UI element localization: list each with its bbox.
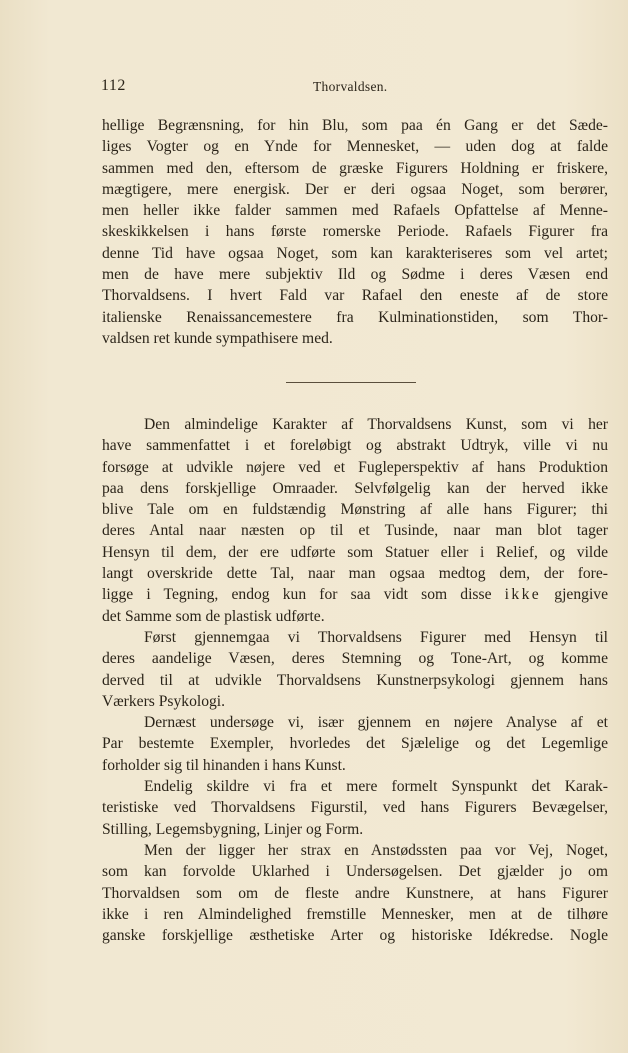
text-line: denne Tid have ogsaa Noget, som kan karakteriseres som vel artet; [102, 244, 608, 262]
section-body [102, 414, 608, 946]
text-line: Dernæst undersøge vi, især gjennem en nøjere Analyse af et [144, 714, 608, 732]
text-line: Thorvaldsen som om de fleste andre Kunstnere, at hans Figurer [102, 884, 608, 902]
text-line: langt overskride dette Tal, naar man ogsaa medtog dem, der fore- [102, 565, 608, 583]
text-line-with-spaced-word [102, 584, 608, 605]
text-line: Værkers Psykologi. [102, 692, 226, 710]
text-line: ikke i ren Almindelighed fremstille Mennesker, men at de tilhøre [102, 905, 608, 923]
text-line: ganske forskjellige æsthetiske Arter og historiske Idékredse. Nogle [102, 927, 608, 945]
page-number: 112 [101, 77, 126, 94]
text-line: men heller ikke falder sammen med Rafaels Opfattelse af Menne- [102, 202, 608, 220]
text-line: mægtigere, mere energisk. Der er deri ogsaa Noget, som berører, [102, 180, 608, 198]
text-line: det Samme som de plastisk udførte. [102, 607, 325, 625]
text-line: deres aandelige Væsen, deres Stemning og Tone-Art, og komme [102, 650, 608, 668]
text-line: Den almindelige Karakter af Thorvaldsens Kunst, som vi her [144, 416, 608, 433]
section-divider [286, 382, 416, 383]
text-line: Hensyn til dem, der ere udførte som Statuer eller i Relief, og vilde [102, 543, 608, 561]
text-line: forholder sig til hinanden i hans Kunst. [102, 756, 346, 774]
text-line: sammen med den, eftersom de græske Figurers Holdning er friskere, [102, 159, 608, 177]
text-line: derved til at udvikle Thorvaldsens Kunstnerpsykologi gjennem hans [102, 671, 608, 689]
text-line: Men der ligger her strax en Anstødssten paa vor Vej, Noget, [144, 841, 608, 859]
running-title: Thorvaldsen. [313, 79, 388, 94]
text-line: men de have mere subjektiv Ild og Sødme i deres Væsen end [102, 266, 608, 284]
text-line: Thorvaldsens. I hvert Fald var Rafael den eneste af de store [102, 287, 608, 305]
text-line: skeskikkelsen i hans første romerske Periode. Rafaels Figurer fra [102, 223, 608, 241]
text-line: have sammenfattet i et foreløbigt og abstrakt Udtryk, ville vi nu [102, 437, 608, 455]
text-line: liges Vogter og en Ynde for Mennesket, — uden dog at falde [102, 138, 608, 156]
text-line: deres Antal naar næsten op til et Tusinde, naar man blot tager [102, 522, 608, 540]
page-header [101, 77, 533, 97]
text-line: italienske Renaissancemestere fra Kulminationstiden, som Thor- [102, 308, 608, 326]
text-line: blive Tale om en fuldstændig Mønstring af alle hans Figurer; thi [102, 501, 608, 519]
text-fragment: ligge i Tegning, endog kun for saa vidt som disse [102, 586, 492, 604]
text-fragment: gjengive [554, 586, 608, 604]
text-line: forsøge at udvikle nøjere ved et Fugleperspektiv af hans Produktion [102, 458, 608, 476]
text-line: teristiske ved Thorvaldsens Figurstil, ved hans Figurers Bevægelser, [102, 799, 608, 817]
paragraph-continued [102, 115, 608, 349]
spaced-emphasis-word: ikke [504, 586, 542, 604]
text-line: Endelig skildre vi fra et mere formelt Synspunkt det Karak- [144, 778, 608, 796]
text-line: som kan forvolde Uklarhed i Undersøgelsen. Det gjælder jo om [102, 863, 608, 881]
text-line: paa dens forskjellige Omraader. Selvfølgelig kan der herved ikke [102, 479, 608, 497]
text-line: valdsen ret kunde sympathisere med. [102, 329, 333, 347]
text-line: Stilling, Legemsbygning, Linjer og Form. [102, 820, 364, 838]
text-line: Par bestemte Exempler, hvorledes det Sjælelige og det Legemlige [102, 735, 608, 753]
text-line: hellige Begrænsning, for hin Blu, som paa én Gang er det Sæde- [102, 117, 608, 134]
text-line: Først gjennemgaa vi Thorvaldsens Figurer med Hensyn til [144, 628, 608, 646]
